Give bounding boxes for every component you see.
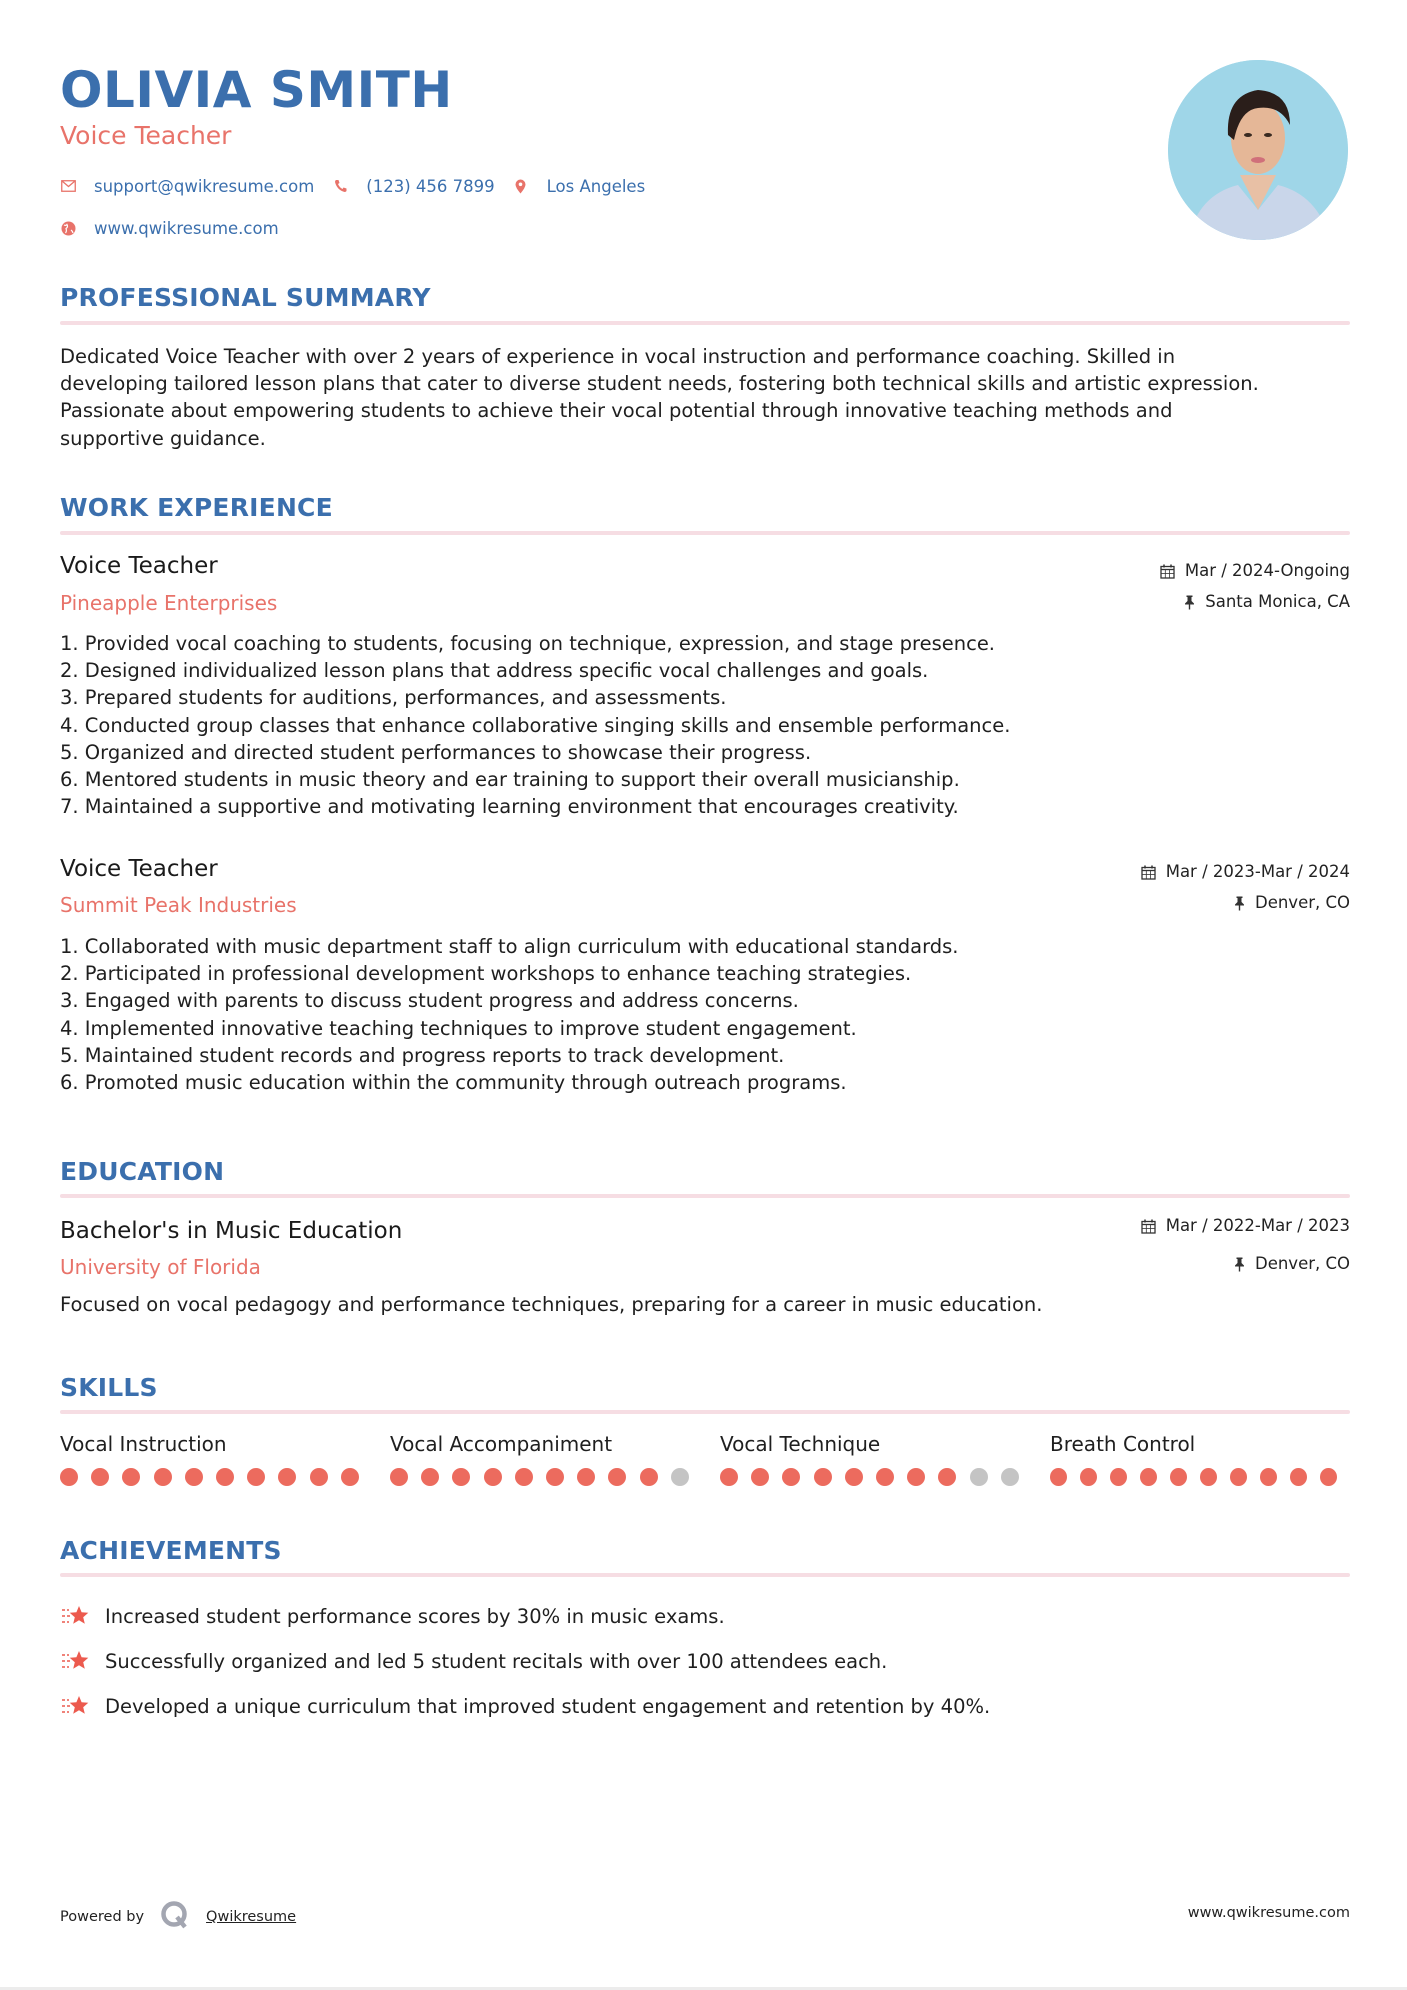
rating-dot-filled bbox=[154, 1468, 172, 1486]
rating-dot-filled bbox=[907, 1468, 925, 1486]
job-dates-text: Mar / 2023-Mar / 2024 bbox=[1165, 862, 1350, 881]
list-item: 2. Designed individualized lesson plans that address specific vocal challenges and goals. bbox=[60, 659, 929, 683]
school-name: University of Florida bbox=[60, 1255, 261, 1279]
calendar-icon bbox=[1160, 564, 1175, 579]
globe-icon bbox=[60, 220, 76, 236]
calendar-icon bbox=[1141, 1219, 1156, 1234]
section-title-education: EDUCATION bbox=[60, 1157, 225, 1186]
job-title: Voice Teacher bbox=[60, 553, 218, 579]
skill-rating bbox=[720, 1468, 1050, 1486]
list-item: 1. Collaborated with music department staff to align curriculum with educational standards. bbox=[60, 935, 959, 958]
summary-line: Dedicated Voice Teacher with over 2 years of experience in vocal instruction and performance coaching. Skilled in bbox=[60, 345, 1176, 368]
shooting-star-icon bbox=[60, 1693, 92, 1721]
list-item: 5. Organized and directed student performances to showcase their progress. bbox=[60, 740, 812, 764]
rating-dot-filled bbox=[640, 1468, 658, 1486]
summary-line: supportive guidance. bbox=[60, 426, 266, 450]
candidate-name: OLIVIA SMITH bbox=[60, 61, 453, 119]
list-item: 1. Provided vocal coaching to students, focusing on technique, expression, and stage presence. bbox=[60, 632, 996, 655]
footer-powered-by bbox=[60, 1900, 296, 1934]
list-item: 7. Maintained a supportive and motivating learning environment that encourages creativity. bbox=[60, 795, 959, 819]
phone-text: (123) 456 7899 bbox=[366, 176, 495, 196]
rating-dot-filled bbox=[814, 1468, 832, 1486]
section-title-achievements: ACHIEVEMENTS bbox=[60, 1536, 282, 1565]
pushpin-icon bbox=[1234, 1257, 1245, 1272]
summary-line: Passionate about empowering students to achieve their vocal potential through innovative teaching methods and bbox=[60, 399, 1173, 423]
pushpin-icon bbox=[1234, 896, 1245, 911]
rating-dot-filled bbox=[452, 1468, 470, 1486]
resume-page bbox=[60, 0, 1350, 1990]
skill-item bbox=[1050, 1430, 1350, 1486]
job-dates bbox=[1160, 560, 1350, 582]
contact-info bbox=[60, 172, 663, 256]
envelope-icon bbox=[60, 178, 76, 194]
rating-dot-filled bbox=[278, 1468, 296, 1486]
list-item: 3. Engaged with parents to discuss student progress and address concerns. bbox=[60, 989, 799, 1013]
rating-dot-filled bbox=[1260, 1468, 1277, 1486]
skills-list bbox=[60, 1430, 1350, 1486]
rating-dot-empty bbox=[671, 1468, 689, 1486]
rating-dot-filled bbox=[1080, 1468, 1097, 1486]
footer-website[interactable]: www.qwikresume.com bbox=[1187, 1905, 1350, 1921]
rating-dot-filled bbox=[1050, 1468, 1067, 1486]
email-text: support@qwikresume.com bbox=[94, 176, 315, 196]
rating-dot-filled bbox=[185, 1468, 203, 1486]
skill-name: Vocal Technique bbox=[720, 1432, 881, 1456]
rating-dot-empty bbox=[1001, 1468, 1019, 1486]
rating-dot-filled bbox=[1200, 1468, 1217, 1486]
job-bullets bbox=[60, 630, 1350, 820]
rating-dot-filled bbox=[1230, 1468, 1247, 1486]
achievement-text: Increased student performance scores by 30% in music exams. bbox=[105, 1605, 725, 1628]
rating-dot-filled bbox=[1170, 1468, 1187, 1486]
rating-dot-filled bbox=[341, 1468, 359, 1486]
rating-dot-filled bbox=[60, 1468, 78, 1486]
achievement-item bbox=[60, 1639, 990, 1684]
rating-dot-filled bbox=[91, 1468, 109, 1486]
company-name: Pineapple Enterprises bbox=[60, 591, 278, 615]
qwikresume-logo-icon bbox=[160, 1900, 190, 1934]
job-title: Voice Teacher bbox=[60, 856, 218, 882]
achievement-text: Successfully organized and led 5 student recitals with over 100 attendees each. bbox=[105, 1650, 888, 1673]
powered-by-label: Powered by bbox=[60, 1909, 145, 1925]
list-item: 5. Maintained student records and progress reports to track development. bbox=[60, 1043, 785, 1067]
contact-email[interactable] bbox=[60, 177, 314, 196]
list-item: 3. Prepared students for auditions, performances, and assessments. bbox=[60, 686, 727, 710]
rating-dot-filled bbox=[390, 1468, 408, 1486]
rating-dot-filled bbox=[845, 1468, 863, 1486]
section-divider bbox=[60, 1573, 1350, 1577]
achievements-list bbox=[60, 1594, 990, 1729]
profile-photo bbox=[1168, 60, 1348, 240]
phone-icon bbox=[332, 178, 348, 194]
skill-name: Vocal Instruction bbox=[60, 1432, 227, 1456]
rating-dot-filled bbox=[247, 1468, 265, 1486]
contact-phone[interactable] bbox=[332, 177, 494, 196]
pushpin-icon bbox=[1184, 595, 1195, 610]
job-location-text: Santa Monica, CA bbox=[1205, 592, 1350, 611]
job-dates bbox=[1141, 861, 1350, 883]
rating-dot-filled bbox=[577, 1468, 595, 1486]
section-title-skills: SKILLS bbox=[60, 1373, 158, 1402]
rating-dot-filled bbox=[720, 1468, 738, 1486]
section-title-summary: PROFESSIONAL SUMMARY bbox=[60, 283, 431, 312]
rating-dot-filled bbox=[515, 1468, 533, 1486]
rating-dot-filled bbox=[421, 1468, 439, 1486]
rating-dot-filled bbox=[310, 1468, 328, 1486]
rating-dot-filled bbox=[546, 1468, 564, 1486]
skill-rating bbox=[390, 1468, 720, 1486]
summary-text bbox=[60, 343, 1350, 452]
section-divider bbox=[60, 1410, 1350, 1414]
skill-rating bbox=[1050, 1468, 1350, 1486]
rating-dot-filled bbox=[122, 1468, 140, 1486]
skill-item bbox=[60, 1430, 390, 1486]
education-dates bbox=[1141, 1215, 1350, 1237]
skill-rating bbox=[60, 1468, 390, 1486]
map-pin-icon bbox=[513, 178, 529, 194]
job-location-text: Denver, CO bbox=[1254, 893, 1350, 912]
rating-dot-filled bbox=[1320, 1468, 1337, 1486]
website-text: www.qwikresume.com bbox=[94, 218, 279, 238]
list-item: 6. Mentored students in music theory and ear training to support their overall musicianship. bbox=[60, 768, 960, 792]
education-location bbox=[1234, 1253, 1350, 1275]
rating-dot-empty bbox=[970, 1468, 988, 1486]
achievement-text: Developed a unique curriculum that improved student engagement and retention by 40%. bbox=[105, 1695, 991, 1718]
section-divider bbox=[60, 531, 1350, 535]
education-dates-text: Mar / 2022-Mar / 2023 bbox=[1165, 1216, 1350, 1235]
rating-dot-filled bbox=[938, 1468, 956, 1486]
contact-website[interactable] bbox=[60, 219, 279, 238]
shooting-star-icon bbox=[60, 1648, 92, 1676]
rating-dot-filled bbox=[216, 1468, 234, 1486]
skill-name: Breath Control bbox=[1050, 1432, 1196, 1456]
achievement-item bbox=[60, 1684, 990, 1729]
rating-dot-filled bbox=[1110, 1468, 1127, 1486]
skill-item bbox=[720, 1430, 1050, 1486]
education-location-text: Denver, CO bbox=[1254, 1254, 1350, 1273]
location-text: Los Angeles bbox=[546, 176, 646, 196]
achievement-item bbox=[60, 1594, 990, 1639]
list-item: 2. Participated in professional development workshops to enhance teaching strategies. bbox=[60, 962, 912, 986]
rating-dot-filled bbox=[484, 1468, 502, 1486]
list-item: 4. Implemented innovative teaching techniques to improve student engagement. bbox=[60, 1016, 857, 1040]
rating-dot-filled bbox=[608, 1468, 626, 1486]
rating-dot-filled bbox=[782, 1468, 800, 1486]
company-name: Summit Peak Industries bbox=[60, 893, 297, 917]
contact-row-1 bbox=[60, 172, 663, 200]
section-divider bbox=[60, 321, 1350, 325]
job-dates-text: Mar / 2024-Ongoing bbox=[1184, 561, 1350, 580]
summary-line: developing tailored lesson plans that cater to diverse student needs, fostering both technical skills and artistic expression. bbox=[60, 372, 1259, 396]
skill-item bbox=[390, 1430, 720, 1486]
section-divider bbox=[60, 1194, 1350, 1198]
list-item: 4. Conducted group classes that enhance collaborative singing skills and ensemble performance. bbox=[60, 713, 1011, 737]
job-location bbox=[1184, 591, 1350, 613]
rating-dot-filled bbox=[751, 1468, 769, 1486]
job-bullets bbox=[60, 933, 1350, 1096]
shooting-star-icon bbox=[60, 1603, 92, 1631]
qwikresume-link[interactable]: Qwikresume bbox=[206, 1909, 297, 1925]
contact-location bbox=[513, 177, 646, 196]
candidate-title: Voice Teacher bbox=[60, 121, 232, 150]
rating-dot-filled bbox=[876, 1468, 894, 1486]
education-description: Focused on vocal pedagogy and performance techniques, preparing for a career in music education. bbox=[60, 1293, 1043, 1316]
list-item: 6. Promoted music education within the community through outreach programs. bbox=[60, 1071, 847, 1095]
contact-row-2 bbox=[60, 214, 663, 242]
skill-name: Vocal Accompaniment bbox=[390, 1432, 613, 1456]
section-title-experience: WORK EXPERIENCE bbox=[60, 493, 333, 522]
job-location bbox=[1234, 892, 1350, 914]
calendar-icon bbox=[1141, 865, 1156, 880]
degree-title: Bachelor's in Music Education bbox=[60, 1218, 403, 1244]
rating-dot-filled bbox=[1290, 1468, 1307, 1486]
rating-dot-filled bbox=[1140, 1468, 1157, 1486]
